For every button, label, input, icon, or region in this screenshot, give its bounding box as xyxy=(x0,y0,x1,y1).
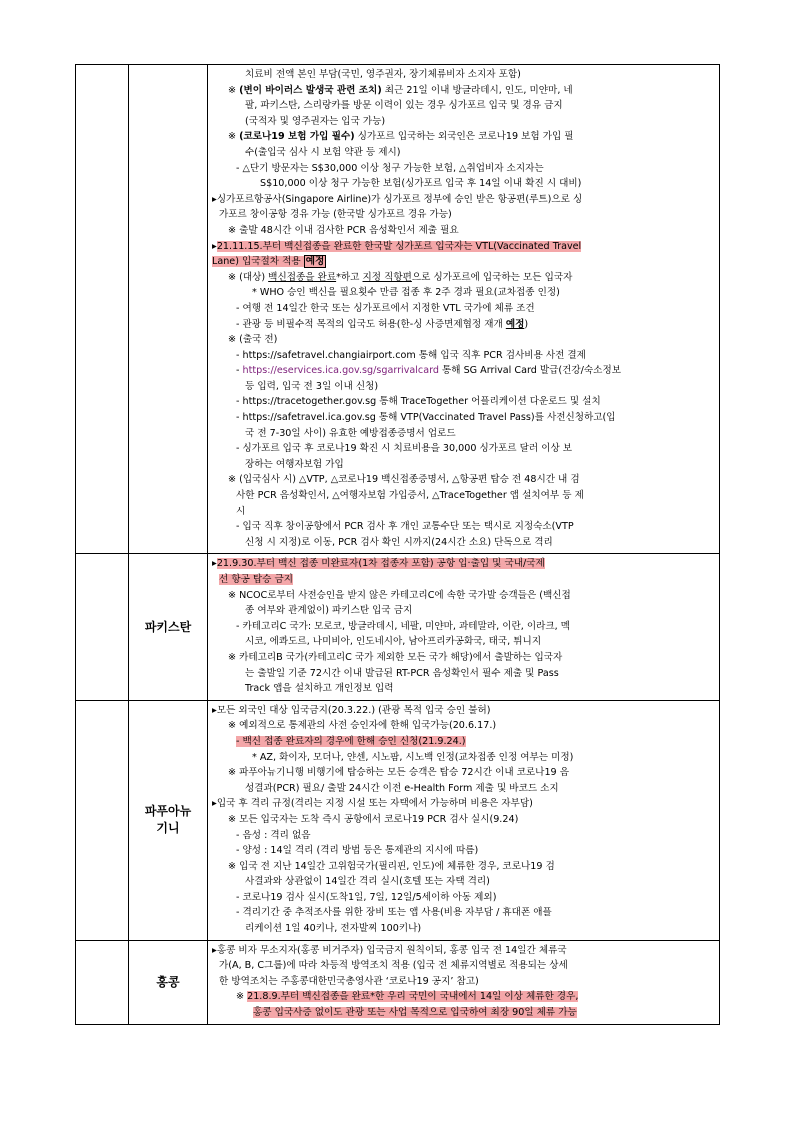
text-line: ※ 카테고리B 국가(카테고리C 국가 제외한 모든 국가 해당)에서 출발하는 입국자 xyxy=(228,651,563,663)
text-line: 치료비 전액 본인 부담(국민, 영주권자, 장기체류비자 소지자 포함) xyxy=(245,69,521,80)
table-row-hong-kong xyxy=(76,940,720,1024)
measures-cell xyxy=(208,554,720,700)
text-line: - 입국 직후 창이공항에서 PCR 검사 후 개인 교통수단 또는 택시로 지정숙소(VTP xyxy=(236,521,574,533)
text-line: 종 여부와 관계없이) 파키스탄 입국 금지 xyxy=(245,605,413,617)
text-line: ※ 21.8.9.부터 백신접종을 완료*한 우리 국민이 국내에서 14일 이상 체류한 경우, xyxy=(236,991,579,1003)
text-line: 성결과(PCR) 필요/ 출발 24시간 이전 e-Health Form 제출 및 바코드 소지 xyxy=(245,782,559,794)
country-name: 홍콩 xyxy=(129,940,208,1024)
text-line: - 양성 : 14일 격리 (격리 방법 등은 통제관의 지시에 따름) xyxy=(236,845,479,857)
highlight-text: 홍콩 입국사증 없이도 관광 또는 사업 목적으로 입국하여 최장 90일 체류 가능 xyxy=(253,1007,577,1019)
country-cell xyxy=(129,65,208,554)
boxed-text: 예정 xyxy=(305,256,325,268)
text-line: Track 앱을 설치하고 개인정보 입력 xyxy=(245,683,394,695)
text-line: 가(A, B, C그룹)에 따라 차등적 방역조치 적용 (입국 전 체류지역별로 적용되는 상세 xyxy=(219,960,568,972)
text-line: * AZ, 화이자, 모더나, 얀센, 시노팜, 시노백 인정(교차접종 인정 여부는 미정) xyxy=(252,751,574,763)
text-line: 신청 시 지정)로 이동, PCR 검사 확인 시까지(24시간 소요) 단독으로 격리 xyxy=(245,536,553,548)
text-line: - 격리기간 중 추적조사를 위한 장비 또는 앱 사용(비용 자부담 / 휴대폰 애플 xyxy=(236,907,552,919)
text-line: - 관광 등 비필수적 목적의 입국도 허용(한-싱 사증면제협정 재개 예정) xyxy=(236,318,529,330)
text-line xyxy=(212,572,715,588)
text-line: * WHO 승인 백신을 필요횟수 만큼 접종 후 2주 경과 필요(교차접종 인정) xyxy=(252,287,560,299)
text-line: - https://safetravel.changiairport.com 통해 입국 직후 PCR 검사비용 사전 결제 xyxy=(236,349,586,361)
text-line: ※ 예외적으로 통제관의 사전 승인자에 한해 입국가능(20.6.17.) xyxy=(228,720,497,732)
text-line: ▸홍콩 비자 무소지자(홍콩 비거주자) 입국금지 원칙이되, 홍콩 입국 전 14일간 체류국 xyxy=(212,944,567,956)
highlight-text: 21.8.9.부터 백신접종을 완료*한 우리 국민이 국내에서 14일 이상 체류한 경우, xyxy=(247,991,579,1003)
text-line: - 여행 전 14일간 한국 또는 싱가포르에서 지정한 VTL 국가에 체류 조건 xyxy=(236,302,535,314)
region-cell xyxy=(76,65,129,554)
text-line: - https://eservices.ica.gov.sg/sgarrivalcard 통해 SG Arrival Card 발급(건강/숙소정보 xyxy=(236,365,621,377)
text-line: ※ (코로나19 보험 가입 필수) 싱가포르 입국하는 외국인은 코로나19 보험 가입 필 xyxy=(228,131,574,143)
highlight-text: 21.9.30.부터 백신 접종 미완료자(1차 접종자 포함) 공항 입·출입 및 국내/국제 xyxy=(216,558,545,570)
text-line: ※ (출국 전) xyxy=(228,334,278,346)
text-line: - 음성 : 격리 없음 xyxy=(236,829,311,841)
text-line: - 싱가포르 입국 후 코로나19 확진 시 치료비용을 30,000 싱가포르 달러 이상 보 xyxy=(236,443,573,455)
text-line: ※ (변이 바이러스 발생국 관련 조치) 최근 21일 이내 방글라데시, 인도, 미얀마, 네 xyxy=(228,84,573,96)
table-row-pakistan xyxy=(76,554,720,700)
text-line: (국적자 및 영주권자는 입국 가능) xyxy=(245,115,386,127)
text-line: 사한 PCR 음성확인서, △여행자보험 가입증서, △TraceTogether 앱 설치여부 등 제 xyxy=(236,490,584,502)
text-line: 사결과와 상관없이 14일간 격리 실시(호텔 또는 자택 격리) xyxy=(245,876,490,888)
text-line: - 코로나19 검사 실시(도착1일, 7일, 12일/5세이하 아동 제외) xyxy=(236,891,497,903)
text-line: 시코, 에콰도르, 나미비아, 인도네시아, 남아프리카공화국, 태국, 튀니지 xyxy=(245,636,542,648)
text-line: 시 xyxy=(236,505,246,517)
text-line: - https://tracetogether.gov.sg 통해 TraceTogether 어플리케이션 다운로드 및 설치 xyxy=(236,396,601,408)
highlight-text: 21.11.15.부터 백신접종을 완료한 한국발 싱가포르 입국자는 VTL(Vaccinated Travel xyxy=(216,240,582,252)
text-line: ▸21.9.30.부터 백신 접종 미완료자(1차 접종자 포함) 공항 입·출입 및 국내/국제 xyxy=(212,558,545,570)
text-line: ※ (대상) 백신접종을 완료*하고 지정 직항편으로 싱가포르에 입국하는 모든 입국자 xyxy=(228,271,573,283)
region-cell xyxy=(76,940,129,1024)
measures-cell xyxy=(208,65,720,554)
highlight-text: 선 항공 탑승 금지 xyxy=(219,574,294,585)
content-table xyxy=(75,64,720,1025)
text-line: 한 방역조치는 주홍콩대한민국총영사관 ‘코로나19 공지’ 참고) xyxy=(219,975,479,987)
sgarrivalcard-link[interactable]: https://eservices.ica.gov.sg/sgarrivalcard xyxy=(242,365,439,377)
text-line: ※ (입국심사 시) △VTP, △코로나19 백신접종증명서, △항공편 탑승 전 48시간 내 검 xyxy=(228,474,580,486)
text-line: 장하는 여행자보험 가입 xyxy=(245,458,344,470)
text-line: ※ 출발 48시간 이내 검사한 PCR 음성확인서 제출 필요 xyxy=(228,224,459,236)
bold-heading: (코로나19 보험 가입 필수) xyxy=(239,131,355,143)
text-line: 리케이션 1일 40키나, 전자발찌 100키나) xyxy=(245,923,422,935)
country-name: 파키스탄 xyxy=(129,554,208,700)
region-cell xyxy=(76,700,129,940)
text-line: ▸21.11.15.부터 백신접종을 완료한 한국발 싱가포르 입국자는 VTL(Vaccinated Travel xyxy=(212,240,582,252)
text-line: - △단기 방문자는 S$30,000 이상 청구 가능한 보험, △취업비자 소지자는 xyxy=(236,162,544,174)
country-name: 파푸아뉴 기니 xyxy=(129,700,208,940)
text-line: ▸모든 외국인 대상 입국금지(20.3.22.) (관광 목적 입국 승인 불허) xyxy=(212,704,491,716)
highlight-text: - 백신 접종 완료자의 경우에 한해 승인 신청(21.9.24.) xyxy=(236,735,466,747)
measures-cell xyxy=(208,700,720,940)
text-line: - https://safetravel.ica.gov.sg 통해 VTP(Vaccinated Travel Pass)를 사전신청하고(입 xyxy=(236,412,616,424)
table-row-singapore xyxy=(76,65,720,554)
text-line: 국 전 7-30일 사이) 유효한 예방접종증명서 업로드 xyxy=(245,427,456,439)
text-line: S$10,000 이상 청구 가능한 보험(싱가포르 입국 후 14일 이내 확진 시 대비) xyxy=(260,178,582,190)
region-cell xyxy=(76,554,129,700)
table-row-papua-new-guinea xyxy=(76,700,720,940)
text-line: 등 입력, 입국 전 3일 이내 신청) xyxy=(245,380,379,392)
text-line: 가포르 창이공항 경유 가능 (한국발 싱가포르 경유 가능) xyxy=(219,209,452,221)
text-line: - 카테고리C 국가: 모로코, 방글라데시, 네팔, 미얀마, 과테말라, 이란, 이라크, 멕 xyxy=(236,620,570,632)
text-line: 는 출발일 기준 72시간 이내 발급된 RT-PCR 음성확인서 필수 제출 및 Pass xyxy=(245,667,559,679)
text-line xyxy=(212,254,715,270)
text-line: ▸싱가포르항공사(Singapore Airline)가 싱가포르 정부에 승인 받은 항공편(루트)으로 싱 xyxy=(212,193,583,205)
text-line: ※ NCOC로부터 사전승인을 받지 않은 카테고리C에 속한 국가발 승객들은 (백신접 xyxy=(228,589,571,601)
text-line: 팔, 파키스탄, 스리랑카를 방문 이력이 있는 경우 싱가포르 입국 및 경유 금지 xyxy=(245,100,563,112)
text-line xyxy=(212,734,715,750)
text-line: ※ 입국 전 지난 14일간 고위험국가(필리핀, 인도)에 체류한 경우, 코로나19 검 xyxy=(228,860,555,872)
text-line: ▸입국 후 격리 규정(격리는 지정 시설 또는 자택에서 가능하며 비용은 자부담) xyxy=(212,798,533,810)
bold-heading: (변이 바이러스 발생국 관련 조치) xyxy=(239,84,382,96)
text-line: ※ 모든 입국자는 도착 즉시 공항에서 코로나19 PCR 검사 실시(9.24) xyxy=(228,813,519,825)
text-line xyxy=(212,1005,715,1021)
text-line: ※ 파푸아뉴기니행 비행기에 탑승하는 모든 승객은 탑승 72시간 이내 코로나19 음 xyxy=(228,767,569,779)
measures-cell xyxy=(208,940,720,1024)
highlight-text: Lane) 입국절차 적용 예정 xyxy=(212,256,325,268)
text-line: 수(출입국 심사 시 보험 약관 등 제시) xyxy=(245,146,401,158)
